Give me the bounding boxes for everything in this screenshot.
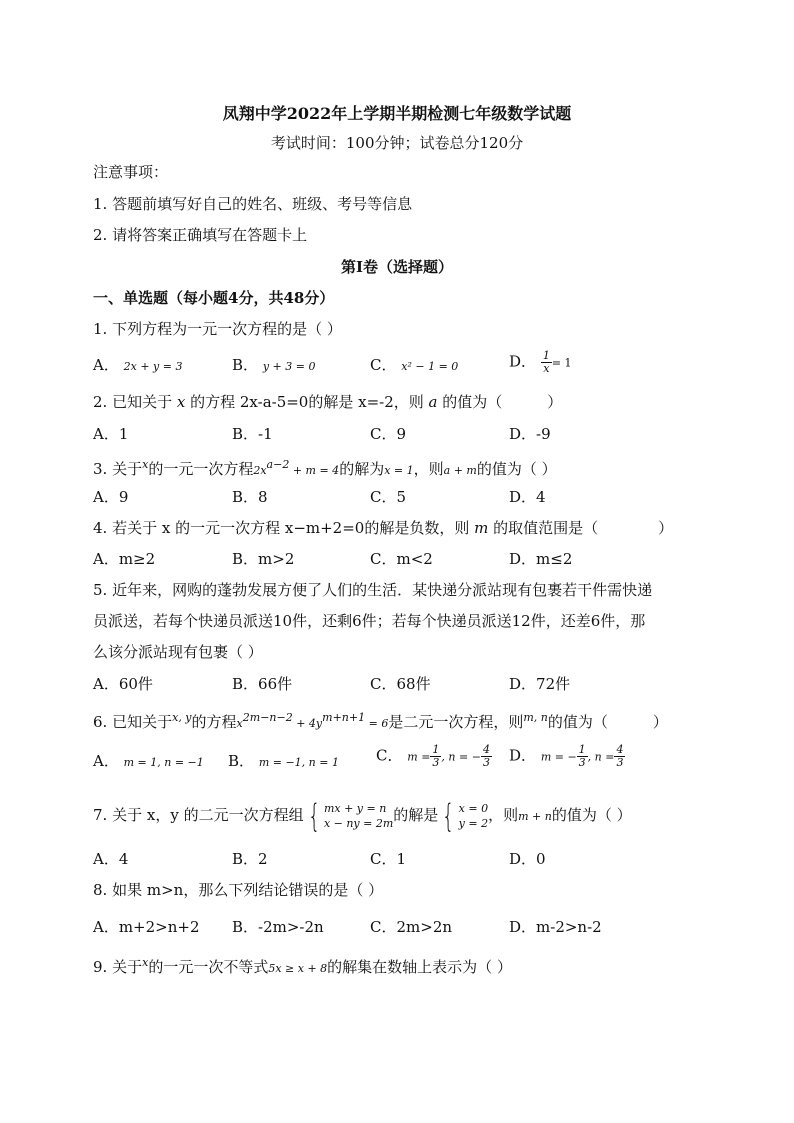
option-a: A．m+2>n+2 — [93, 918, 200, 936]
option-b: B．2 — [232, 850, 268, 868]
question-7: 7. 关于 x，y 的二元一次方程组 { mx + y = n x − ny = 2m 的解是 { x = 0 y = 2 ，则m + n的值为（ ） — [93, 797, 632, 835]
part-heading: 一、单选题（每小题4分，共48分） — [93, 289, 335, 307]
option-a: A．m≥2 — [93, 550, 156, 568]
option-c: C．5 — [370, 488, 407, 506]
question-5-line-3: 么该分派站现有包裹（ ） — [93, 643, 263, 661]
left-brace-icon: { — [307, 797, 320, 835]
option-d: D．m≤2 — [509, 550, 573, 568]
option-b: B．-2m>-2n — [232, 918, 324, 936]
question-2: 2. 已知关于 x 的方程 2x-a-5=0的解是 x=-2，则 a 的值为（ ） — [93, 393, 563, 411]
notes-heading: 注意事项： — [93, 163, 169, 181]
exam-title: 凤翔中学2022年上学期半期检测七年级数学试题 — [222, 104, 572, 123]
option-b: B．m>2 — [232, 550, 295, 568]
exam-subtitle: 考试时间：100分钟；试卷总分120分 — [270, 134, 524, 152]
option-a: A．4 — [93, 850, 129, 868]
option-c: C． m = $\frac{1}{3}$ , n = − $\frac{4}{3}$ — [376, 743, 490, 769]
question-8: 8. 如果 m>n，那么下列结论错误的是（ ） — [93, 881, 384, 899]
question-5: 5. 近年来，网购的蓬勃发展方便了人们的生活．某快递分派站现有包裹若干件需快递 — [93, 581, 653, 599]
option-a: A．1 — [93, 425, 129, 443]
question-6: 6. 已知关于$^{x, y}$的方程$x^{2m-n-2} + 4y^{m+n+1} = 6$是二元一次方程，则$^{m, n}$的值为（ ） — [93, 711, 668, 731]
option-b: B．66件 — [232, 675, 293, 693]
question-stem: 下列方程为一元一次方程的是（ ） — [112, 320, 342, 338]
option-c: C．2m>2n — [370, 918, 453, 936]
option-b: B．8 — [232, 488, 268, 506]
option-b: B． y + 3 = 0 — [232, 356, 316, 374]
option-a: A． m = 1, n = −1 — [93, 752, 204, 770]
note-item-1: 1. 答题前填写好自己的姓名、班级、考号等信息 — [93, 195, 413, 213]
note-item-2: 2. 请将答案正确填写在答题卡上 — [93, 226, 308, 244]
option-d: D． m = − $\frac{1}{3}$ , n = $\frac{4}{3}$ — [509, 743, 624, 769]
question-4: 4. 若关于 x 的一元一次方程 x−m+2=0的解是负数，则 m 的取值范围是（ ） — [93, 519, 674, 537]
option-b: B． m = −1, n = 1 — [228, 752, 339, 770]
option-d: D．72件 — [509, 675, 571, 693]
option-d: D．m-2>n-2 — [509, 918, 602, 936]
question-9: 9. 关于$^x$的一元一次不等式5x ≥ x + 8的解集在数轴上表示为（ ） — [93, 956, 512, 976]
option-a: A．60件 — [93, 675, 153, 693]
option-a: A．9 — [93, 488, 129, 506]
option-a: A． 2x + y = 3 — [93, 356, 183, 374]
question-number: 1. — [93, 320, 108, 338]
question-5-line-2: 员派送，若每个快递员派送10件，还剩6件；若每个快递员派送12件，还差6件，那 — [93, 612, 646, 630]
volume-heading: 第I卷（选择题） — [340, 258, 454, 276]
option-d: D．0 — [509, 850, 546, 868]
option-c: C．9 — [370, 425, 407, 443]
left-brace-icon: { — [442, 797, 455, 835]
option-c: C．1 — [370, 850, 407, 868]
question-1 — [93, 319, 342, 339]
option-d: D． $\frac{1}{x}$ = 1 — [509, 349, 572, 375]
option-c: C．68件 — [370, 675, 431, 693]
option-d: D．-9 — [509, 425, 551, 443]
option-c: C． x² − 1 = 0 — [370, 356, 459, 374]
question-3: 3. 关于$^x$的一元一次方程$2x^{a-2} + m = 4$的解为x = 1，则a + m的值为（ ） — [93, 458, 557, 478]
option-c: C．m<2 — [370, 550, 433, 568]
option-d: D．4 — [509, 488, 546, 506]
option-b: B．-1 — [232, 425, 273, 443]
